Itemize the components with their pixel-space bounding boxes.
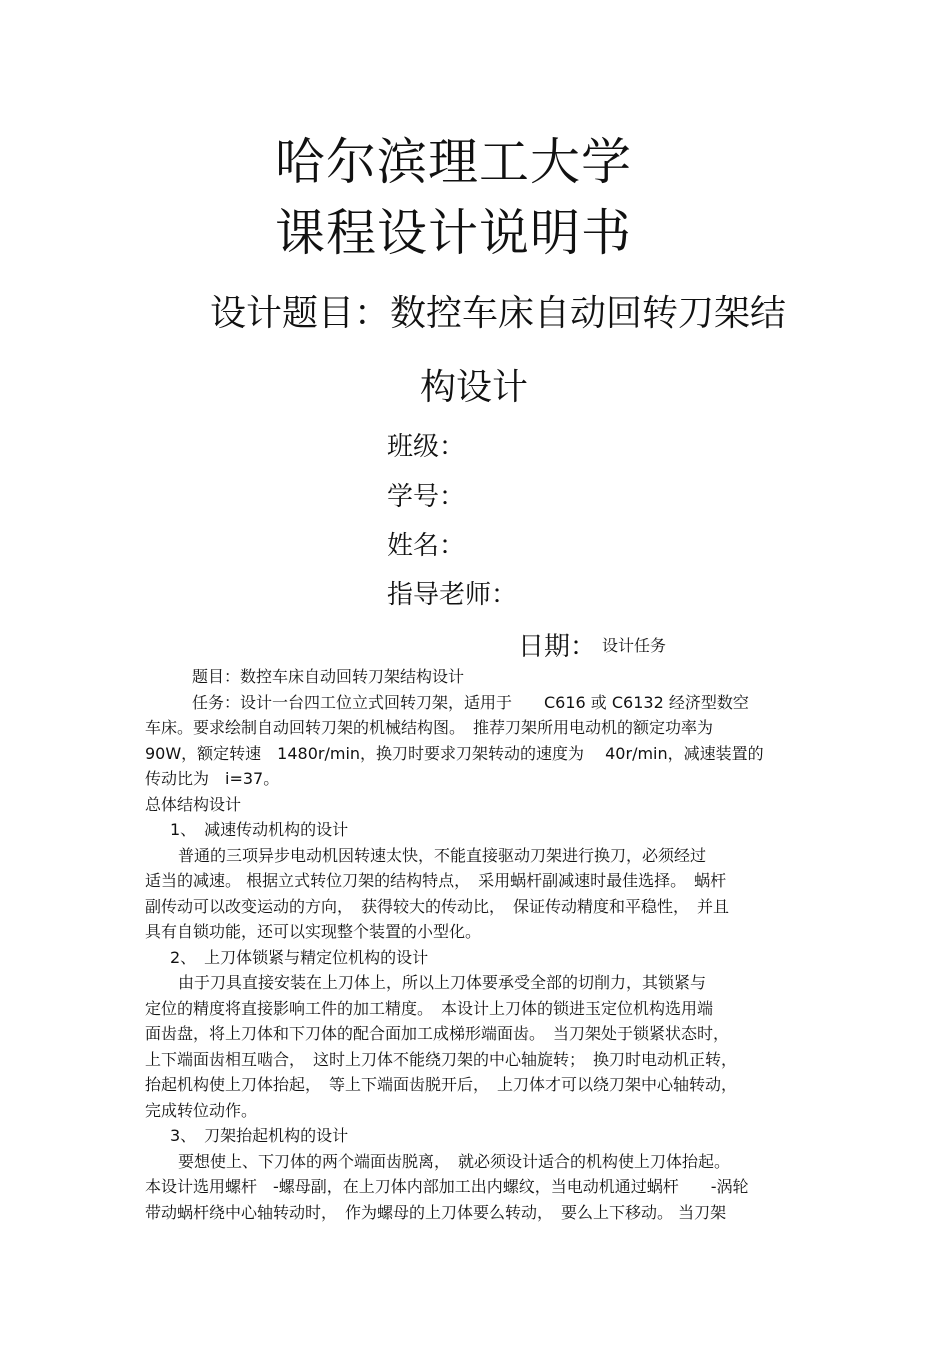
university-title: 哈尔滨理工大学 xyxy=(275,133,632,191)
section-3-line: 带动蜗杆绕中心轴转动时， 作为螺母的上刀体要么转动， 要么上下移动。 当刀架 xyxy=(145,1202,727,1222)
design-subject-line-1: 设计题目：数控车床自动回转刀架结 xyxy=(210,293,787,334)
advisor-field-label: 指导老师： xyxy=(387,580,518,610)
section-2-line: 完成转位动作。 xyxy=(145,1100,258,1120)
overall-structure-heading: 总体结构设计 xyxy=(145,794,242,814)
task-line: 车床。要求绘制自动回转刀架的机械结构图。 推荐刀架所用电动机的额定功率为 xyxy=(145,718,714,737)
section-3-line: 本设计选用螺杆 -螺母副，在上刀体内部加工出内螺纹，当电动机通过蜗杆 -涡轮 xyxy=(145,1177,749,1196)
section-2-line: 定位的精度将直接影响工件的加工精度。 本设计上刀体的锁进玉定位机构选用端 xyxy=(145,998,714,1018)
date-field-label: 日期： xyxy=(518,632,597,662)
section-2-line: 上下端面齿相互啮合， 这时上刀体不能绕刀架的中心轴旋转； 换刀时电动机正转， xyxy=(145,1049,738,1069)
section-1-line: 副传动可以改变运动的方向， 获得较大的传动比， 保证传动精度和平稳性， 并且 xyxy=(145,896,730,916)
task-line: 90W，额定转速 1480r/min，换刀时要求刀架转动的速度为 40r/min，减速装置的 xyxy=(145,743,764,763)
section-3-line: 要想使上、下刀体的两个端面齿脱离， 就必须设计适合的机构使上刀体抬起。 xyxy=(178,1151,731,1171)
task-heading: 设计任务 xyxy=(602,636,667,655)
task-line: 任务：设计一台四工位立式回转刀架，适用于 C616 或 C6132 经济型数空 xyxy=(192,692,749,712)
section-1-line: 适当的减速。 根据立式转位刀架的结构特点， 采用蜗杆副减速时最佳选择。 蜗杆 xyxy=(145,871,727,890)
name-field-label: 姓名： xyxy=(387,531,466,561)
class-field-label: 班级： xyxy=(387,432,466,462)
design-subject-line-2: 构设计 xyxy=(420,367,529,408)
section-2-line: 由于刀具直接安装在上刀体上，所以上刀体要承受全部的切削力，其锁紧与 xyxy=(178,973,707,992)
section-2-heading: 2、 上刀体锁紧与精定位机构的设计 xyxy=(170,947,429,967)
document-type-title: 课程设计说明书 xyxy=(275,204,632,262)
body-content xyxy=(145,664,810,1225)
section-1-heading: 1、 减速传动机构的设计 xyxy=(170,820,349,839)
section-2-line: 面齿盘，将上刀体和下刀体的配合面加工成梯形端面齿。 当刀架处于锁紧状态时， xyxy=(145,1024,730,1043)
section-2-line: 抬起机构使上刀体抬起， 等上下端面齿脱开后， 上刀体才可以绕刀架中心轴转动， xyxy=(145,1075,738,1094)
topic-line: 题目：数控车床自动回转刀架结构设计 xyxy=(192,667,465,686)
task-line: 传动比为 i=37。 xyxy=(145,769,280,788)
section-1-line: 普通的三项异步电动机因转速太快，不能直接驱动刀架进行换刀，必须经过 xyxy=(178,845,707,865)
section-3-heading: 3、 刀架抬起机构的设计 xyxy=(170,1126,349,1145)
student-id-field-label: 学号： xyxy=(387,482,466,512)
section-1-line: 具有自锁功能，还可以实现整个装置的小型化。 xyxy=(145,922,482,941)
